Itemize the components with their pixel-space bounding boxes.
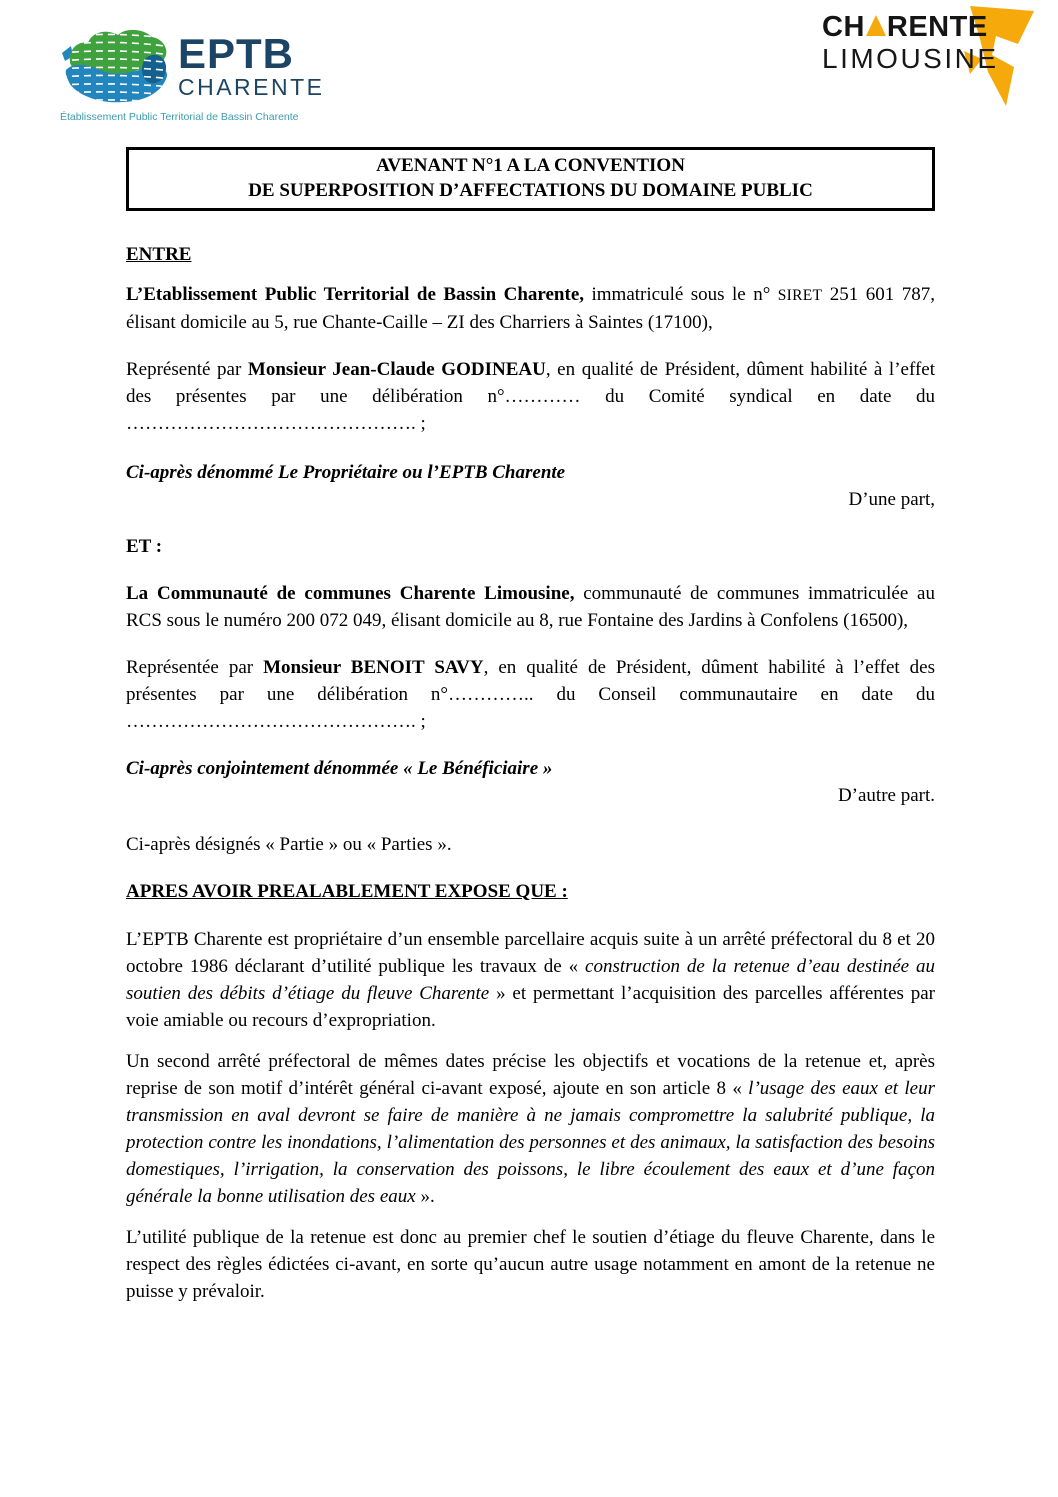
cl-logo-line1-post: RENTE — [886, 11, 988, 43]
eptb-logo-text — [178, 26, 325, 100]
cl-logo-line1 — [822, 12, 1022, 43]
text-segment: ». — [415, 1186, 435, 1207]
cl-logo-line2: LIMOUSINE — [822, 43, 999, 74]
denomination-beneficiaire: Ci-après conjointement dénommée « Le Bénéficiaire » — [126, 758, 553, 779]
eptb-logo-row — [60, 26, 325, 110]
paragraph-representee-savy — [126, 654, 935, 735]
cl-triangle-a-icon — [866, 15, 886, 36]
paragraph-etablissement — [126, 281, 935, 336]
paragraph-represente-godineau — [126, 356, 935, 437]
text-segment: Monsieur BENOIT SAVY — [263, 657, 484, 678]
paragraph-designes: Ci-après désignés « Partie » ou « Parties ». — [126, 834, 452, 855]
text-segment: , en qualité de Président, dûment habilité à l’effet des présentes par une délibération n°………….. du Conseil communautaire en date du ………………………………………. ; — [126, 657, 935, 732]
text-segment: construction de la retenue d’eau destinée au soutien des débits d’étiage du fleuve Charente — [126, 956, 936, 1004]
text-segment: L’utilité publique de la retenue est donc au premier chef le soutien d’étiage du fleuve Charente, dans le respect des règles édictées ci-avant, en sorte qu’aucun autre usage notamment en amont de la retenue ne puisse y prévaloir. — [126, 1227, 935, 1302]
text-segment: L’Etablissement Public Territorial de Bassin Charente, — [126, 284, 585, 305]
et-label: ET : — [126, 536, 163, 557]
eptb-logo-title: EPTB — [178, 30, 295, 77]
paragraph-utilite-publique — [126, 1224, 935, 1305]
text-segment: , en qualité de Président, dûment habilité à l’effet des présentes par une délibération n°………… du Comité syndical en date du ………………………………………. ; — [126, 359, 935, 434]
text-segment: immatriculé sous le n° — [584, 284, 778, 305]
text-segment: L’EPTB Charente est propriétaire d’un ensemble parcellaire acquis suite à un arrêté préfectoral du 8 et 20 octobre 1986 déclarant d’utilité publique les travaux de « — [126, 929, 935, 977]
document-content — [126, 147, 935, 1325]
text-segment: Représenté par — [126, 359, 248, 380]
cl-logo-line1-pre: CH — [822, 11, 865, 43]
document-title-box — [126, 147, 935, 211]
text-segment: Un second arrêté préfectoral de mêmes dates précise les objectifs et vocations de la retenue et, après reprise de son motif d’intérêt général ci-avant exposé, ajoute en son article 8 « — [126, 1051, 935, 1099]
paragraph-eptb-proprietaire — [126, 926, 935, 1034]
text-segment: » et permettant l’acquisition des parcelles afférentes par voie amiable ou recours d’expropriation. — [126, 983, 935, 1031]
document-title-line1: AVENANT N°1 A LA CONVENTION — [376, 155, 685, 176]
text-segment: communauté de communes immatriculée au RCS sous le numéro 200 072 049, élisant domicile au 8, rue Fontaine des Jardins à Confolens (16500), — [126, 583, 935, 631]
denomination-proprietaire: Ci-après dénommé Le Propriétaire ou l’EPTB Charente — [126, 462, 566, 483]
text-segment: l’usage des eaux et leur transmission en aval devront se faire de manière à ne jamais compromettre la salubrité publique, la protection contre les inondations, l’alimentation des personnes et des animaux, la satisfaction des besoins domestiques, l’irrigation, la conservation des poissons, le libre écoulement des eaux et d’une façon générale la bonne utilisation des eaux — [126, 1078, 935, 1207]
text-segment: SIRET — [777, 287, 823, 304]
dautre-part-label: D’autre part. — [837, 785, 935, 806]
charente-limousine-logo — [822, 12, 1022, 132]
document-title-line2: DE SUPERPOSITION D’AFFECTATIONS DU DOMAINE PUBLIC — [248, 180, 813, 201]
expose-heading: APRES AVOIR PREALABLEMENT EXPOSE QUE : — [126, 881, 568, 902]
text-segment: Représentée par — [126, 657, 264, 678]
dune-part-label: D’une part, — [848, 489, 935, 510]
text-segment: Monsieur Jean-Claude GODINEAU — [247, 359, 546, 380]
entre-label: ENTRE — [126, 244, 192, 265]
eptb-basin-map-icon — [60, 26, 172, 110]
eptb-logo-tagline: Établissement Public Territorial de Bassin Charente — [60, 111, 299, 123]
paragraph-second-arrete — [126, 1048, 935, 1210]
text-segment: 251 601 787, élisant domicile au 5, rue Chante-Caille – ZI des Charriers à Saintes (17100), — [126, 284, 935, 333]
eptb-charente-logo — [60, 26, 325, 123]
paragraph-communaute — [126, 580, 935, 634]
text-segment: La Communauté de communes Charente Limousine, — [126, 583, 575, 604]
eptb-logo-subtitle: CHARENTE — [178, 74, 325, 100]
